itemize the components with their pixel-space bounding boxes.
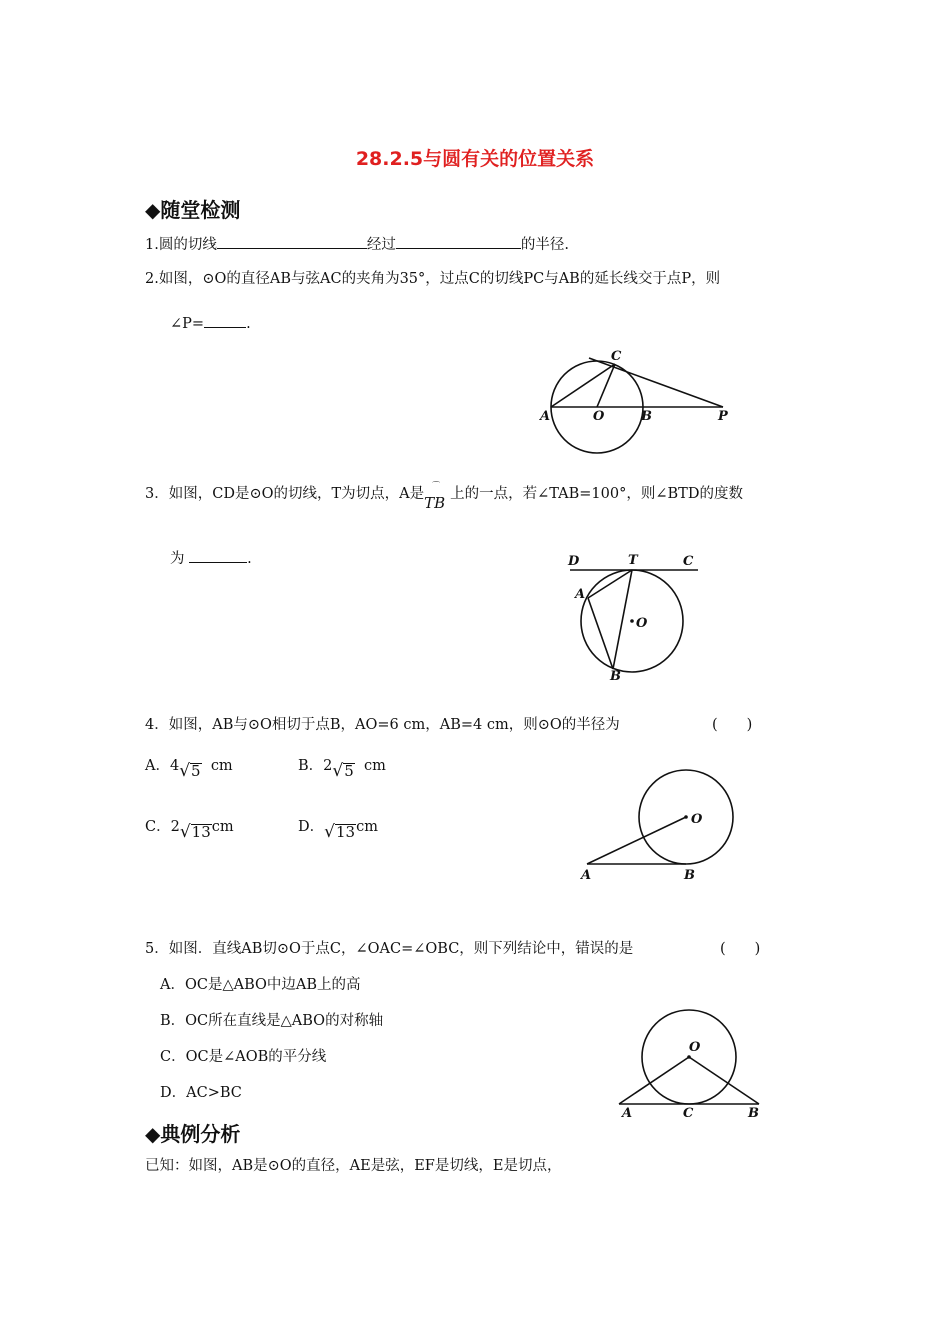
q2-label-p: P xyxy=(718,409,728,424)
q1-text-a: 1.圆的切线 xyxy=(145,237,217,253)
q4-c-unit: cm xyxy=(211,819,234,835)
sqrt-icon: √ xyxy=(324,822,335,842)
question-2-line2 xyxy=(170,315,251,332)
q3-label-a: A xyxy=(575,587,586,602)
q1-blank-1 xyxy=(217,236,367,249)
q3-text-c: 为 xyxy=(170,551,185,567)
q4-d-unit: cm xyxy=(356,819,378,835)
q4-d-radicand: 13 xyxy=(335,823,356,841)
q4-b-unit: cm xyxy=(364,758,386,774)
q5-option-d: D．AC>BC xyxy=(160,1085,242,1101)
q5-label-b: B xyxy=(748,1106,759,1121)
question-3-line2 xyxy=(170,550,252,567)
q4-option-d xyxy=(298,818,378,842)
q4-center xyxy=(684,815,688,819)
q4-b-label: B．2 xyxy=(298,758,333,774)
question-5-paren: ( ) xyxy=(720,941,761,957)
q5-option-a: A．OC是△ABO中边AB上的高 xyxy=(160,977,361,993)
q4-label-o: O xyxy=(691,812,703,827)
q3-blank xyxy=(189,550,247,563)
sqrt-icon: √ xyxy=(179,761,191,781)
section-heading-example: ◆典例分析 xyxy=(145,1122,241,1146)
section-heading-practice: ◆随堂检测 xyxy=(145,198,241,222)
q3-label-b: B xyxy=(610,669,621,684)
question-4-paren: ( ) xyxy=(712,717,753,733)
example-text: 已知：如图，AB是⊙O的直径，AE是弦，EF是切线，E是切点， xyxy=(145,1158,562,1174)
arc-icon: ⌒ xyxy=(432,481,441,490)
q5-label-a: A xyxy=(622,1106,633,1121)
q2-label-b: B xyxy=(641,409,652,424)
q4-a-radicand: 5 xyxy=(191,762,201,780)
question-4-stem: 4．如图，AB与⊙O相切于点B，AO=6 cm，AB=4 cm，则⊙O的半径为 xyxy=(145,717,620,733)
q2-label-c: C xyxy=(611,349,622,364)
q2-label-a: A xyxy=(540,409,551,424)
figure-q3 xyxy=(560,550,705,685)
figure-q2 xyxy=(535,340,745,455)
q2-text-a: ∠P= xyxy=(170,316,205,332)
question-2-line1: 2.如图，⊙O的直径AB与弦AC的夹角为35°，过点C的切线PC与AB的延长线交于点P，则 xyxy=(145,271,721,287)
figure-q4 xyxy=(575,765,750,885)
q3-text-a: 3．如图，CD是⊙O的切线，T为切点，A是 xyxy=(145,486,425,502)
q2-label-o: O xyxy=(593,409,605,424)
q1-text-c: 的半径. xyxy=(520,237,569,253)
q1-blank-2 xyxy=(396,236,521,249)
q3-text-d: . xyxy=(247,551,252,567)
q3-center xyxy=(630,619,634,623)
q5-label-o: O xyxy=(689,1040,701,1055)
q4-option-a xyxy=(145,757,233,781)
q5-label-c: C xyxy=(683,1106,694,1121)
q2-text-b: . xyxy=(246,316,251,332)
q4-b-radicand: 5 xyxy=(344,762,354,780)
q4-line-ao xyxy=(587,817,686,864)
q4-c-radicand: 13 xyxy=(191,823,211,841)
question-5-stem: 5．如图．直线AB切⊙O于点C，∠OAC=∠OBC，则下列结论中，错误的是 xyxy=(145,941,634,957)
question-3-line1 xyxy=(145,481,743,512)
q5-option-b: B．OC所在直线是△ABO的对称轴 xyxy=(160,1013,384,1029)
q5-center xyxy=(687,1055,691,1059)
q4-label-a: A xyxy=(581,868,592,883)
q3-arc-tb xyxy=(424,481,450,512)
q5-option-c: C．OC是∠AOB的平分线 xyxy=(160,1049,327,1065)
q4-option-b xyxy=(298,757,386,781)
q4-d-label: D． xyxy=(298,819,325,835)
q3-label-t: T xyxy=(628,553,638,568)
q3-label-d: D xyxy=(568,554,580,569)
q3-label-o: O xyxy=(636,616,648,631)
figure-q5 xyxy=(605,1005,775,1123)
q1-text-b: 经过 xyxy=(366,237,396,253)
q3-chord-ab xyxy=(588,598,613,669)
sqrt-icon: √ xyxy=(332,761,344,781)
page-title: 28.2.5与圆有关的位置关系 xyxy=(355,148,595,170)
q4-a-unit: cm xyxy=(210,758,233,774)
q2-blank xyxy=(204,315,246,328)
q3-label-c: C xyxy=(683,554,694,569)
q3-arc-label: TB xyxy=(424,494,446,512)
q3-text-b: 上的一点，若∠TAB=100°，则∠BTD的度数 xyxy=(450,486,743,502)
q4-label-b: B xyxy=(684,868,695,883)
q3-chord-tb xyxy=(613,570,632,669)
q4-c-label: C．2 xyxy=(145,819,180,835)
q4-a-label: A．4 xyxy=(145,758,180,774)
sqrt-icon: √ xyxy=(179,822,191,842)
q4-option-c xyxy=(145,818,234,842)
q5-line-oa xyxy=(619,1057,689,1104)
q2-tangent-pc xyxy=(589,358,723,407)
question-1 xyxy=(145,236,569,253)
q5-line-ob xyxy=(689,1057,759,1104)
